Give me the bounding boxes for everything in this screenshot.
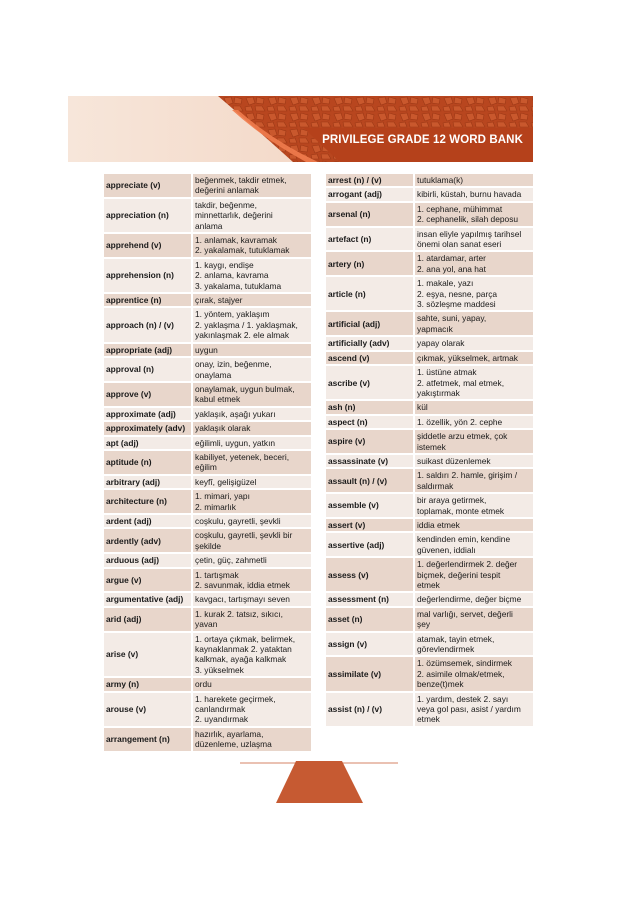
table-row xyxy=(104,608,311,631)
definition-cell xyxy=(415,494,533,517)
definition-line: takdir, beğenme, xyxy=(195,199,257,210)
definition-line: 1. atardamar, arter xyxy=(417,253,486,264)
definition-line: 1. mimari, yapı xyxy=(195,491,250,502)
definition-line: kavgacı, tartışmayı seven xyxy=(195,594,290,605)
term-cell: approximately (adv) xyxy=(104,422,193,434)
term-cell: appreciation (n) xyxy=(104,199,193,232)
definition-cell xyxy=(415,312,533,335)
definition-line: eğilim xyxy=(195,462,217,473)
definition-line: minnettarlık, değerini xyxy=(195,210,273,221)
term-cell: arrangement (n) xyxy=(104,728,193,751)
definition-line: kaynaklanmak 2. yataktan xyxy=(195,644,292,655)
definition-line: iddia etmek xyxy=(417,519,460,530)
definition-line: tutuklama(k) xyxy=(417,175,464,185)
word-table-right xyxy=(326,172,533,728)
table-row xyxy=(326,312,533,335)
definition-line: kül xyxy=(417,402,428,413)
definition-line: 2. eşya, nesne, parça xyxy=(417,288,498,299)
definition-line: 1. tartışmak xyxy=(195,569,239,580)
definition-cell xyxy=(415,657,533,690)
definition-line: şiddetle arzu etmek, çok xyxy=(417,431,508,442)
table-row xyxy=(104,529,311,552)
definition-line: yakıştırmak xyxy=(417,387,460,398)
definition-cell xyxy=(415,401,533,413)
definition-line: 1. yöntem, yaklaşım xyxy=(195,309,270,320)
definition-line: yakınlaşmak 2. ele almak xyxy=(195,330,290,341)
definition-line: 2. mimarlık xyxy=(195,501,236,512)
definition-line: benze(t)mek xyxy=(417,679,464,690)
term-cell: assault (n) / (v) xyxy=(326,469,415,492)
table-row xyxy=(104,569,311,592)
term-cell: architecture (n) xyxy=(104,490,193,513)
definition-line: 2. anlama, kavrama xyxy=(195,270,269,281)
definition-cell xyxy=(193,678,311,690)
definition-line: 1. yardım, destek 2. sayı xyxy=(417,693,509,704)
table-row xyxy=(326,469,533,492)
definition-line: 2. cephanelik, silah deposu xyxy=(417,214,519,225)
definition-line: 1. anlamak, kavramak xyxy=(195,235,277,246)
term-cell: artificially (adv) xyxy=(326,337,415,349)
table-row xyxy=(326,174,533,186)
definition-cell xyxy=(193,593,311,605)
definition-line: sahte, suni, yapay, xyxy=(417,313,487,324)
table-row xyxy=(326,519,533,531)
table-row xyxy=(104,554,311,566)
table-row xyxy=(104,308,311,341)
definition-cell xyxy=(193,569,311,592)
definition-line: canlandırmak xyxy=(195,704,246,715)
term-cell: aspect (n) xyxy=(326,416,415,428)
definition-cell xyxy=(415,203,533,226)
definition-line: keyfî, gelişigüzel xyxy=(195,476,257,487)
term-cell: artery (n) xyxy=(326,252,415,275)
term-cell: arrogant (adj) xyxy=(326,188,415,200)
definition-cell xyxy=(193,344,311,356)
term-cell: argumentative (adj) xyxy=(104,593,193,605)
definition-line: 3. yükselmek xyxy=(195,664,244,675)
definition-cell xyxy=(193,358,311,381)
term-cell: asset (n) xyxy=(326,608,415,631)
definition-cell xyxy=(415,533,533,556)
table-row xyxy=(326,593,533,605)
definition-cell xyxy=(415,352,533,364)
table-row xyxy=(104,422,311,434)
definition-line: 2. ana yol, ana hat xyxy=(417,263,486,274)
term-cell: approve (v) xyxy=(104,383,193,406)
term-cell: aptitude (n) xyxy=(104,451,193,474)
definition-line: insan eliyle yapılmış tarihsel xyxy=(417,228,522,239)
definition-line: yavan xyxy=(195,619,218,630)
definition-line: değerini anlamak xyxy=(195,185,259,196)
term-cell: assertive (adj) xyxy=(326,533,415,556)
header-banner xyxy=(68,96,533,162)
definition-cell xyxy=(415,558,533,591)
table-row xyxy=(104,476,311,488)
definition-cell xyxy=(193,422,311,434)
definition-cell xyxy=(193,608,311,631)
table-row xyxy=(104,199,311,232)
table-row xyxy=(104,451,311,474)
definition-line: kabiliyet, yetenek, beceri, xyxy=(195,451,290,462)
definition-line: kabul etmek xyxy=(195,394,241,405)
definition-cell xyxy=(193,554,311,566)
term-cell: arouse (v) xyxy=(104,693,193,726)
definition-line: 2. yaklaşma / 1. yaklaşmak, xyxy=(195,319,298,330)
definition-line: istemek xyxy=(417,441,446,452)
definition-line: 1. kurak 2. tatsız, sıkıcı, xyxy=(195,608,283,619)
definition-line: onaylamak, uygun bulmak, xyxy=(195,383,295,394)
term-cell: apt (adj) xyxy=(104,437,193,449)
term-cell: army (n) xyxy=(104,678,193,690)
word-bank-left-column xyxy=(104,172,311,753)
table-row xyxy=(326,693,533,726)
definition-cell xyxy=(193,174,311,197)
term-cell: arduous (adj) xyxy=(104,554,193,566)
definition-line: suikast düzenlemek xyxy=(417,455,491,466)
table-row xyxy=(104,728,311,751)
table-row xyxy=(104,234,311,257)
definition-line: ordu xyxy=(195,679,212,690)
definition-line: görevlendirmek xyxy=(417,644,475,655)
term-cell: ardent (adj) xyxy=(104,515,193,527)
term-cell: arbitrary (adj) xyxy=(104,476,193,488)
definition-cell xyxy=(193,199,311,232)
definition-line: anlama xyxy=(195,220,223,231)
term-cell: ascend (v) xyxy=(326,352,415,364)
term-cell: assassinate (v) xyxy=(326,455,415,467)
definition-cell xyxy=(415,608,533,631)
table-row xyxy=(326,455,533,467)
table-row xyxy=(326,533,533,556)
definition-line: 1. üstüne atmak xyxy=(417,367,477,378)
definition-cell xyxy=(193,490,311,513)
definition-cell xyxy=(415,455,533,467)
banner-graphic xyxy=(68,96,533,162)
term-cell: article (n) xyxy=(326,277,415,310)
definition-line: beğenmek, takdir etmek, xyxy=(195,175,287,185)
term-cell: approximate (adj) xyxy=(104,408,193,420)
table-row xyxy=(104,383,311,406)
word-bank-right-column xyxy=(326,172,533,728)
definition-cell xyxy=(415,174,533,186)
definition-line: 3. yakalama, tutuklama xyxy=(195,280,282,291)
definition-cell xyxy=(415,416,533,428)
term-cell: approach (n) / (v) xyxy=(104,308,193,341)
definition-line: yapmacık xyxy=(417,323,453,334)
definition-cell xyxy=(415,633,533,656)
term-cell: appreciate (v) xyxy=(104,174,193,197)
definition-line: 1. saldırı 2. hamle, girişim / xyxy=(417,470,518,481)
table-row xyxy=(326,277,533,310)
table-row xyxy=(326,416,533,428)
definition-line: coşkulu, gayretli, şevkli xyxy=(195,515,281,526)
table-row xyxy=(104,294,311,306)
term-cell: arise (v) xyxy=(104,633,193,677)
table-row xyxy=(104,593,311,605)
table-row xyxy=(326,657,533,690)
term-cell: arsenal (n) xyxy=(326,203,415,226)
table-row xyxy=(326,558,533,591)
definition-cell xyxy=(193,693,311,726)
table-row xyxy=(104,358,311,381)
definition-line: 1. kaygı, endişe xyxy=(195,259,254,270)
table-row xyxy=(104,259,311,292)
table-row xyxy=(326,228,533,251)
definition-cell xyxy=(415,277,533,310)
table-row xyxy=(104,678,311,690)
definition-line: yaklaşık olarak xyxy=(195,423,251,434)
definition-cell xyxy=(193,259,311,292)
table-row xyxy=(104,693,311,726)
table-row xyxy=(326,401,533,413)
table-row xyxy=(104,515,311,527)
definition-cell xyxy=(415,693,533,726)
definition-line: bir araya getirmek, xyxy=(417,495,487,506)
table-row xyxy=(326,430,533,453)
definition-line: 2. uyandırmak xyxy=(195,714,249,725)
table-row xyxy=(326,633,533,656)
definition-line: 3. sözleşme maddesi xyxy=(417,299,496,310)
definition-line: saldırmak xyxy=(417,480,454,491)
table-row xyxy=(326,203,533,226)
definition-cell xyxy=(415,188,533,200)
table-row xyxy=(104,437,311,449)
definition-line: 1. değerlendirmek 2. değer xyxy=(417,559,518,570)
definition-line: biçmek, değerini tespit xyxy=(417,569,501,580)
definition-line: yapay olarak xyxy=(417,338,465,349)
definition-line: eğilimli, uygun, yatkın xyxy=(195,437,276,448)
definition-line: 1. ortaya çıkmak, belirmek, xyxy=(195,633,296,644)
definition-line: 1. cephane, mühimmat xyxy=(417,203,503,214)
term-cell: apprehension (n) xyxy=(104,259,193,292)
page-footer xyxy=(0,756,638,816)
definition-line: 1. harekete geçirmek, xyxy=(195,693,276,704)
term-cell: ascribe (v) xyxy=(326,366,415,399)
table-row xyxy=(326,366,533,399)
definition-line: düzenleme, uzlaşma xyxy=(195,739,272,750)
definition-line: önemi olan sanat eseri xyxy=(417,239,502,250)
definition-line: onay, izin, beğenme, xyxy=(195,359,272,370)
term-cell: assign (v) xyxy=(326,633,415,656)
term-cell: assess (v) xyxy=(326,558,415,591)
term-cell: artefact (n) xyxy=(326,228,415,251)
page-title: PRIVILEGE GRADE 12 WORD BANK xyxy=(322,134,523,146)
table-row xyxy=(326,188,533,200)
term-cell: assimilate (v) xyxy=(326,657,415,690)
definition-cell xyxy=(415,593,533,605)
definition-line: veya gol pası, asist / yardım xyxy=(417,704,521,715)
term-cell: appropriate (adj) xyxy=(104,344,193,356)
table-row xyxy=(104,408,311,420)
term-cell: artificial (adj) xyxy=(326,312,415,335)
definition-cell xyxy=(415,366,533,399)
table-row xyxy=(326,252,533,275)
term-cell: assemble (v) xyxy=(326,494,415,517)
definition-cell xyxy=(193,633,311,677)
table-row xyxy=(104,344,311,356)
definition-cell xyxy=(193,383,311,406)
footer-graphic xyxy=(0,756,638,816)
definition-cell xyxy=(193,476,311,488)
definition-line: uygun xyxy=(195,344,218,355)
definition-line: mal varlığı, servet, değerli xyxy=(417,608,513,619)
table-row xyxy=(104,490,311,513)
definition-line: kalkmak, ayağa kalkmak xyxy=(195,654,287,665)
table-row xyxy=(326,337,533,349)
term-cell: ardently (adv) xyxy=(104,529,193,552)
table-row xyxy=(104,633,311,677)
definition-line: 2. savunmak, iddia etmek xyxy=(195,580,290,590)
definition-cell xyxy=(415,469,533,492)
definition-line: şey xyxy=(417,619,431,630)
definition-line: çırak, stajyer xyxy=(195,295,243,306)
term-cell: assist (n) / (v) xyxy=(326,693,415,726)
definition-line: 2. atfetmek, mal etmek, xyxy=(417,377,505,388)
definition-cell xyxy=(193,308,311,341)
definition-line: kibirli, küstah, burnu havada xyxy=(417,189,522,200)
term-cell: arid (adj) xyxy=(104,608,193,631)
definition-line: kendinden emin, kendine xyxy=(417,534,511,545)
definition-line: değerlendirme, değer biçme xyxy=(417,594,522,605)
definition-line: çetin, güç, zahmetli xyxy=(195,555,267,566)
term-cell: assessment (n) xyxy=(326,593,415,605)
definition-line: çıkmak, yükselmek, artmak xyxy=(417,352,518,363)
definition-line: hazırlık, ayarlama, xyxy=(195,728,264,739)
definition-line: 1. özellik, yön 2. cephe xyxy=(417,416,503,427)
definition-cell xyxy=(193,408,311,420)
definition-cell xyxy=(193,294,311,306)
word-table-left xyxy=(104,172,311,753)
definition-line: toplamak, monte etmek xyxy=(417,505,505,516)
definition-line: coşkulu, gayretli, şevkli bir xyxy=(195,530,293,541)
definition-cell xyxy=(415,228,533,251)
definition-cell xyxy=(193,529,311,552)
term-cell: aspire (v) xyxy=(326,430,415,453)
term-cell: apprehend (v) xyxy=(104,234,193,257)
definition-cell xyxy=(415,337,533,349)
term-cell: approval (n) xyxy=(104,358,193,381)
table-row xyxy=(326,608,533,631)
definition-line: güvenen, iddialı xyxy=(417,544,476,555)
table-row xyxy=(326,352,533,364)
definition-cell xyxy=(193,234,311,257)
term-cell: arrest (n) / (v) xyxy=(326,174,415,186)
definition-cell xyxy=(415,519,533,531)
definition-line: etmek xyxy=(417,580,440,590)
table-row xyxy=(326,494,533,517)
definition-line: etmek xyxy=(417,714,440,725)
term-cell: apprentice (n) xyxy=(104,294,193,306)
definition-line: 1. makale, yazı xyxy=(417,278,474,289)
term-cell: argue (v) xyxy=(104,569,193,592)
definition-cell xyxy=(415,430,533,453)
definition-cell xyxy=(193,437,311,449)
definition-line: 1. özümsemek, sindirmek xyxy=(417,658,512,669)
definition-cell xyxy=(193,451,311,474)
term-cell: ash (n) xyxy=(326,401,415,413)
definition-line: şekilde xyxy=(195,540,222,551)
term-cell: assert (v) xyxy=(326,519,415,531)
table-row xyxy=(104,174,311,197)
definition-line: 2. asimile olmak/etmek, xyxy=(417,668,505,679)
definition-line: yaklaşık, aşağı yukarı xyxy=(195,408,276,419)
definition-cell xyxy=(193,728,311,751)
definition-cell xyxy=(193,515,311,527)
definition-line: 2. yakalamak, tutuklamak xyxy=(195,245,290,256)
definition-line: onaylama xyxy=(195,369,232,380)
definition-line: atamak, tayin etmek, xyxy=(417,633,495,644)
definition-cell xyxy=(415,252,533,275)
